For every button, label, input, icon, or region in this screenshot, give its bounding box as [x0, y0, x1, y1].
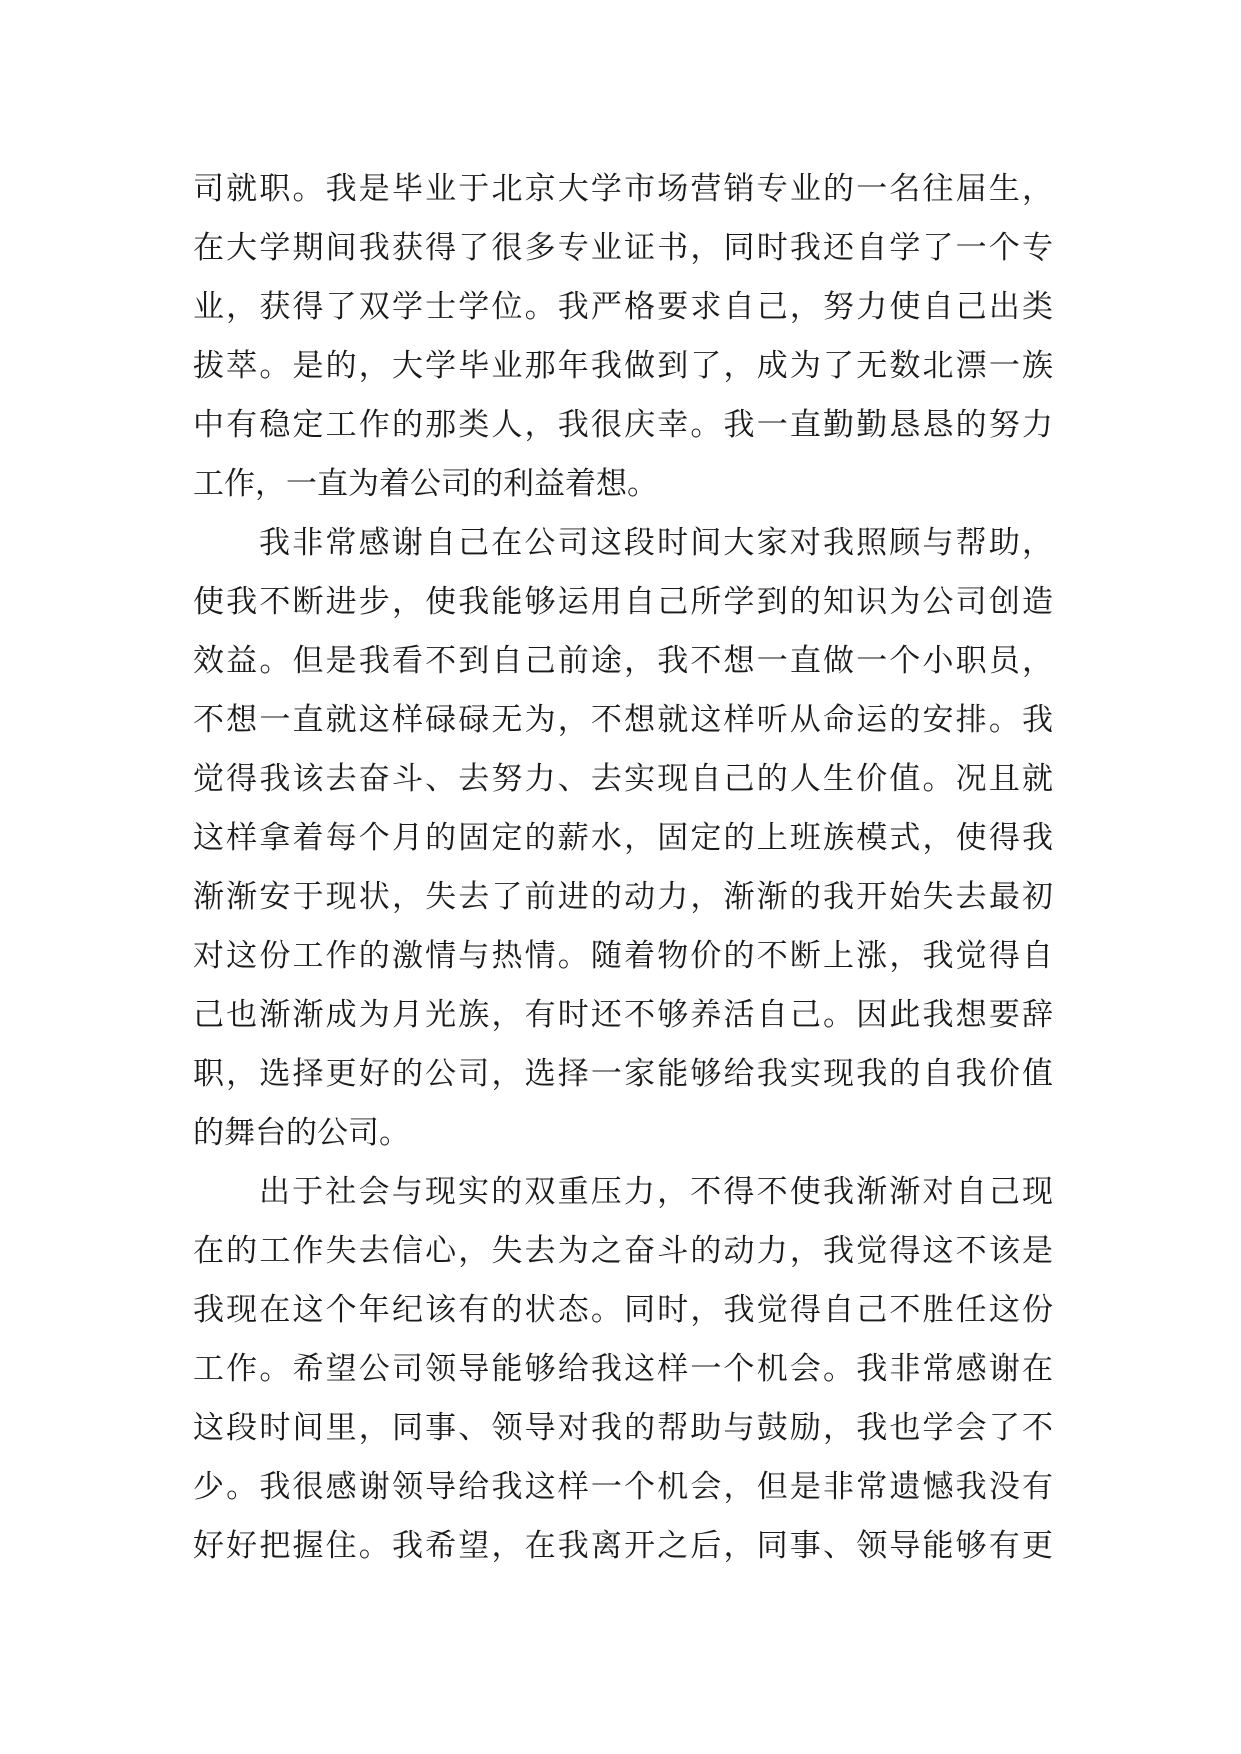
text-line: 使我不断进步，使我能够运用自己所学到的知识为公司创造	[193, 584, 1053, 620]
text-line: 不想一直就这样碌碌无为，不想就这样听从命运的安排。我	[193, 702, 1053, 738]
text-line: 司就职。我是毕业于北京大学市场营销专业的一名往届生，	[193, 171, 1053, 207]
text-line: 职，选择更好的公司，选择一家能够给我实现我的自我价值	[193, 1056, 1053, 1092]
text-line: 出于社会与现实的双重压力，不得不使我渐渐对自己现	[259, 1174, 1053, 1210]
text-line: 我非常感谢自己在公司这段时间大家对我照顾与帮助，	[259, 525, 1053, 561]
text-line: 的舞台的公司。	[193, 1115, 410, 1151]
text-line: 对这份工作的激情与热情。随着物价的不断上涨，我觉得自	[193, 938, 1053, 974]
text-line: 这段时间里，同事、领导对我的帮助与鼓励，我也学会了不	[193, 1410, 1053, 1446]
text-line: 这样拿着每个月的固定的薪水，固定的上班族模式，使得我	[193, 820, 1053, 856]
document-body	[193, 160, 1053, 1576]
text-line: 觉得我该去奋斗、去努力、去实现自己的人生价值。况且就	[193, 761, 1053, 797]
text-line: 中有稳定工作的那类人，我很庆幸。我一直勤勤恳恳的努力	[193, 407, 1053, 443]
text-line: 少。我很感谢领导给我这样一个机会，但是非常遗憾我没有	[193, 1469, 1053, 1505]
text-line: 渐渐安于现状，失去了前进的动力，渐渐的我开始失去最初	[193, 879, 1053, 915]
text-line: 业，获得了双学士学位。我严格要求自己，努力使自己出类	[193, 289, 1053, 325]
text-line: 在大学期间我获得了很多专业证书，同时我还自学了一个专	[193, 230, 1053, 266]
text-line: 工作，一直为着公司的利益着想。	[193, 466, 658, 502]
text-line: 己也渐渐成为月光族，有时还不够养活自己。因此我想要辞	[193, 997, 1053, 1033]
text-line: 我现在这个年纪该有的状态。同时，我觉得自己不胜任这份	[193, 1292, 1053, 1328]
text-line: 拔萃。是的，大学毕业那年我做到了，成为了无数北漂一族	[193, 348, 1053, 384]
text-line: 效益。但是我看不到自己前途，我不想一直做一个小职员，	[193, 643, 1053, 679]
paragraph-3	[193, 1163, 1053, 1576]
paragraph-1	[193, 160, 1053, 514]
paragraph-2	[193, 514, 1053, 1163]
text-line: 工作。希望公司领导能够给我这样一个机会。我非常感谢在	[193, 1351, 1053, 1387]
text-line: 在的工作失去信心，失去为之奋斗的动力，我觉得这不该是	[193, 1233, 1053, 1269]
text-line: 好好把握住。我希望，在我离开之后，同事、领导能够有更	[193, 1528, 1053, 1564]
